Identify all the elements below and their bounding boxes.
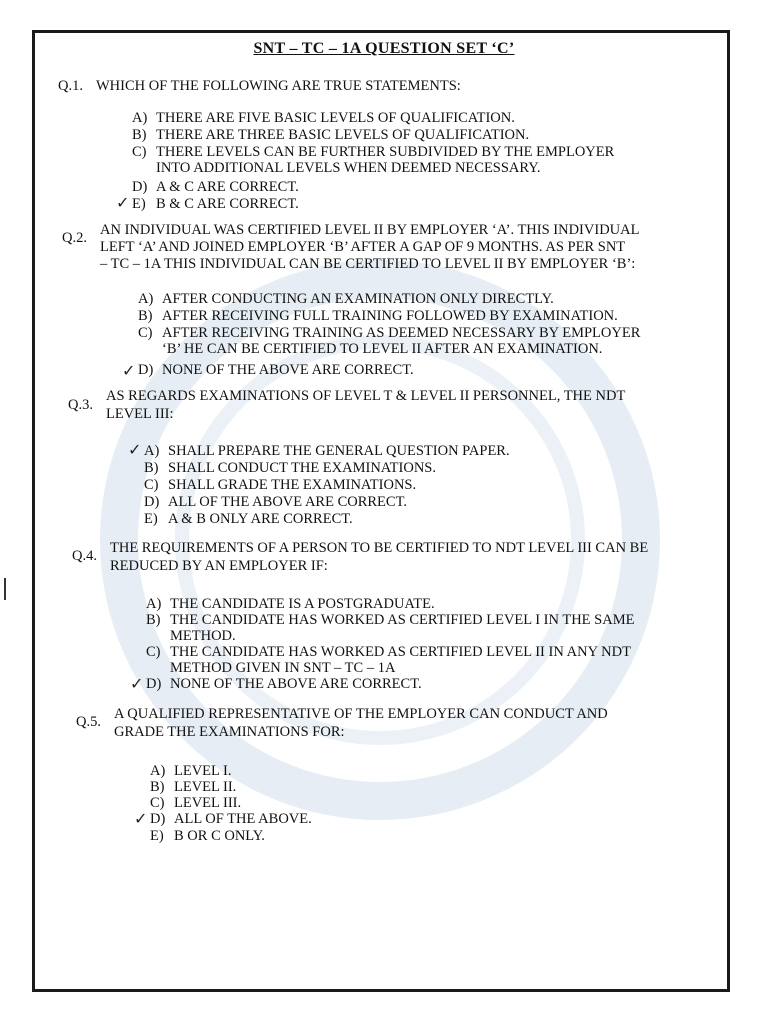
option-row	[138, 362, 414, 378]
option-letter: D)	[150, 811, 166, 827]
option-row	[150, 779, 236, 795]
option-row	[150, 811, 312, 827]
answer-tick-icon: ✓	[128, 440, 142, 459]
option-row	[144, 460, 436, 476]
option-letter: A)	[132, 110, 148, 126]
option-row	[132, 127, 529, 143]
option-letter: D)	[132, 179, 148, 195]
question-text-line: LEFT ‘A’ AND JOINED EMPLOYER ‘B’ AFTER A GAP OF 9 MONTHS. AS PER SNT	[100, 239, 626, 255]
option-text: THE CANDIDATE HAS WORKED AS CERTIFIED LEVEL I IN THE SAME	[170, 612, 635, 628]
option-row	[144, 443, 510, 459]
option-letter: B)	[132, 127, 147, 143]
question-number: Q.1.	[58, 78, 83, 94]
option-letter: E)	[132, 196, 146, 212]
option-text: SHALL GRADE THE EXAMINATIONS.	[168, 477, 417, 493]
question-number: Q.5.	[76, 714, 101, 730]
question-number: Q.2.	[62, 230, 87, 246]
option-text: THERE LEVELS CAN BE FURTHER SUBDIVIDED BY THE EMPLOYER	[156, 144, 615, 160]
question-text-line: LEVEL III:	[106, 406, 174, 422]
option-row	[146, 660, 395, 676]
question-text-line: REDUCED BY AN EMPLOYER IF:	[110, 558, 328, 574]
option-text: ‘B’ HE CAN BE CERTIFIED TO LEVEL II AFTER AN EXAMINATION.	[162, 341, 603, 357]
option-text: B OR C ONLY.	[174, 828, 265, 844]
option-text: A & B ONLY ARE CORRECT.	[168, 511, 353, 527]
question-text-line: AN INDIVIDUAL WAS CERTIFIED LEVEL II BY EMPLOYER ‘A’. THIS INDIVIDUAL	[100, 222, 640, 238]
option-letter: A)	[144, 443, 160, 459]
option-text: SHALL CONDUCT THE EXAMINATIONS.	[168, 460, 436, 476]
margin-mark	[4, 578, 6, 600]
option-row	[132, 196, 299, 212]
question-number: Q.3.	[68, 397, 93, 413]
option-row	[144, 477, 416, 493]
option-row	[132, 144, 614, 160]
option-letter: C)	[150, 795, 165, 811]
option-text: A & C ARE CORRECT.	[156, 179, 299, 195]
option-row	[138, 308, 618, 324]
option-row	[146, 676, 422, 692]
option-letter: A)	[150, 763, 166, 779]
option-row	[150, 828, 265, 844]
option-letter: C)	[132, 144, 147, 160]
option-row	[146, 612, 634, 628]
option-row	[132, 179, 299, 195]
option-letter: E)	[144, 511, 158, 527]
option-row	[138, 341, 602, 357]
option-row	[146, 644, 631, 660]
question-text-line: GRADE THE EXAMINATIONS FOR:	[114, 724, 345, 740]
question-number: Q.4.	[72, 548, 97, 564]
option-row	[132, 160, 541, 176]
option-text: LEVEL II.	[174, 779, 237, 795]
option-letter: A)	[146, 596, 162, 612]
option-letter: D)	[146, 676, 162, 692]
option-text: LEVEL III.	[174, 795, 242, 811]
option-row	[146, 596, 435, 612]
option-text: B & C ARE CORRECT.	[156, 196, 299, 212]
option-text: METHOD GIVEN IN SNT – TC – 1A	[170, 660, 396, 676]
option-row	[138, 325, 640, 341]
option-text: AFTER RECEIVING FULL TRAINING FOLLOWED BY EXAMINATION.	[162, 308, 618, 324]
question-text-line: AS REGARDS EXAMINATIONS OF LEVEL T & LEVEL II PERSONNEL, THE NDT	[106, 388, 626, 404]
option-letter: B)	[144, 460, 159, 476]
option-letter: D)	[138, 362, 154, 378]
question-text-line: A QUALIFIED REPRESENTATIVE OF THE EMPLOYER CAN CONDUCT AND	[114, 706, 608, 722]
option-text: THERE ARE THREE BASIC LEVELS OF QUALIFICATION.	[156, 127, 530, 143]
option-letter: B)	[138, 308, 153, 324]
option-text: NONE OF THE ABOVE ARE CORRECT.	[170, 676, 422, 692]
option-row	[138, 291, 554, 307]
option-text: THERE ARE FIVE BASIC LEVELS OF QUALIFICATION.	[156, 110, 515, 126]
option-text: INTO ADDITIONAL LEVELS WHEN DEEMED NECESSARY.	[156, 160, 541, 176]
option-row	[150, 763, 231, 779]
answer-tick-icon: ✓	[134, 809, 148, 828]
option-letter: C)	[138, 325, 153, 341]
answer-tick-icon: ✓	[122, 361, 136, 380]
option-letter: E)	[150, 828, 164, 844]
option-text: AFTER RECEIVING TRAINING AS DEEMED NECESSARY BY EMPLOYER	[162, 325, 641, 341]
option-text: ALL OF THE ABOVE ARE CORRECT.	[168, 494, 407, 510]
option-text: THE CANDIDATE IS A POSTGRADUATE.	[170, 596, 435, 612]
option-letter: C)	[146, 644, 161, 660]
question-text-line: THE REQUIREMENTS OF A PERSON TO BE CERTIFIED TO NDT LEVEL III CAN BE	[110, 540, 649, 556]
option-letter: B)	[146, 612, 161, 628]
option-row	[144, 494, 407, 510]
option-row	[150, 795, 241, 811]
option-letter: C)	[144, 477, 159, 493]
option-text: SHALL PREPARE THE GENERAL QUESTION PAPER.	[168, 443, 510, 459]
answer-tick-icon: ✓	[116, 193, 130, 212]
option-letter: D)	[144, 494, 160, 510]
answer-tick-icon: ✓	[130, 674, 144, 693]
option-row	[146, 628, 236, 644]
question-text: WHICH OF THE FOLLOWING ARE TRUE STATEMENTS:	[96, 78, 461, 94]
option-letter: A)	[138, 291, 154, 307]
option-text: NONE OF THE ABOVE ARE CORRECT.	[162, 362, 414, 378]
option-text: METHOD.	[170, 628, 236, 644]
option-text: THE CANDIDATE HAS WORKED AS CERTIFIED LEVEL II IN ANY NDT	[170, 644, 631, 660]
page-title: SNT – TC – 1A QUESTION SET ‘C’	[253, 40, 515, 57]
question-text-line: – TC – 1A THIS INDIVIDUAL CAN BE CERTIFIED TO LEVEL II BY EMPLOYER ‘B’:	[100, 256, 636, 272]
option-letter: B)	[150, 779, 165, 795]
option-text: LEVEL I.	[174, 763, 232, 779]
option-text: AFTER CONDUCTING AN EXAMINATION ONLY DIRECTLY.	[162, 291, 554, 307]
option-text: ALL OF THE ABOVE.	[174, 811, 312, 827]
option-row	[132, 110, 515, 126]
option-row	[144, 511, 353, 527]
